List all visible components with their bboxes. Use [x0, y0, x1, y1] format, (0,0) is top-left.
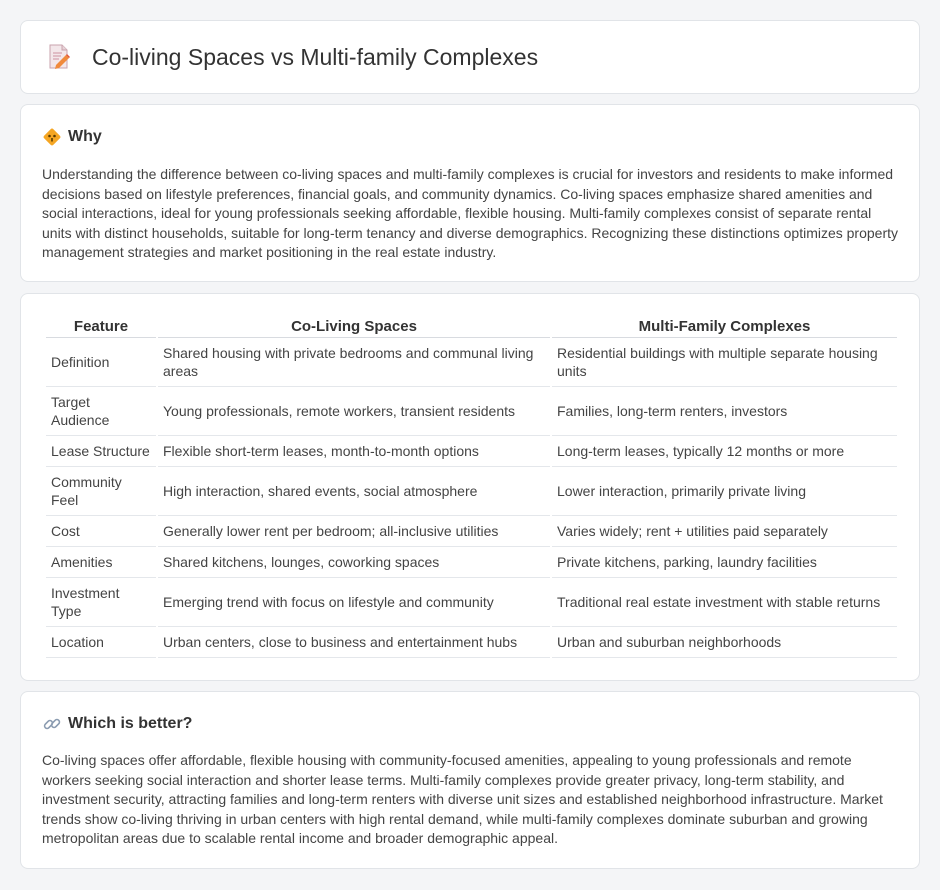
feature-cell: Definition — [46, 338, 156, 387]
table-row — [46, 387, 897, 436]
feature-cell: Cost — [46, 516, 156, 547]
table-row — [46, 338, 897, 387]
comparison-section — [20, 293, 920, 681]
multifamily-cell: Urban and suburban neighborhoods — [552, 627, 897, 658]
feature-cell: Community Feel — [46, 467, 156, 516]
table-row — [46, 467, 897, 516]
better-title: Which is better? — [68, 715, 193, 732]
document-pencil-icon — [47, 43, 71, 71]
link-icon — [42, 714, 62, 734]
table-header-row — [46, 316, 897, 338]
coliving-cell: Shared kitchens, lounges, coworking spaces — [158, 547, 550, 578]
multifamily-cell: Residential buildings with multiple separate housing units — [552, 338, 897, 387]
multifamily-cell: Families, long-term renters, investors — [552, 387, 897, 436]
multifamily-cell: Long-term leases, typically 12 months or more — [552, 436, 897, 467]
header-coliving: Co-Living Spaces — [158, 316, 550, 338]
coliving-cell: Emerging trend with focus on lifestyle and community — [158, 578, 550, 627]
feature-cell: Investment Type — [46, 578, 156, 627]
table-row — [46, 516, 897, 547]
coliving-cell: Generally lower rent per bedroom; all-inclusive utilities — [158, 516, 550, 547]
coliving-cell: Shared housing with private bedrooms and communal living areas — [158, 338, 550, 387]
table-row — [46, 627, 897, 658]
multifamily-cell: Private kitchens, parking, laundry facilities — [552, 547, 897, 578]
feature-cell: Location — [46, 627, 156, 658]
better-header — [42, 714, 192, 734]
why-header — [42, 127, 102, 147]
better-section — [20, 691, 920, 869]
table-row — [46, 436, 897, 467]
diamond-warning-icon — [42, 127, 62, 147]
table-row — [46, 578, 897, 627]
multifamily-cell: Traditional real estate investment with stable returns — [552, 578, 897, 627]
page-title: Co-living Spaces vs Multi-family Complexes — [92, 43, 539, 70]
feature-cell: Lease Structure — [46, 436, 156, 467]
why-section — [20, 104, 920, 282]
table-row — [46, 547, 897, 578]
why-body: Understanding the difference between co-living spaces and multi-family complexes is crucial for investors and residents to make informed decisions based on lifestyle preferences, financial goals, and community dynamics. Co-living spaces emphasize shared amenities and social interactions, ideal for young professionals seeking affordable, flexible housing. Multi-family complexes consist of separate rental units with distinct households, suitable for long-term tenancy and diverse demographics. Recognizing these distinctions optimizes property management strategies and market positioning in the real estate industry. — [42, 166, 899, 261]
coliving-cell: Young professionals, remote workers, transient residents — [158, 387, 550, 436]
title-row — [47, 43, 538, 71]
coliving-cell: High interaction, shared events, social atmosphere — [158, 467, 550, 516]
multifamily-cell: Varies widely; rent + utilities paid separately — [552, 516, 897, 547]
header-multifamily: Multi-Family Complexes — [552, 316, 897, 338]
why-title: Why — [68, 128, 102, 145]
coliving-cell: Urban centers, close to business and entertainment hubs — [158, 627, 550, 658]
header-feature: Feature — [46, 316, 156, 338]
coliving-cell: Flexible short-term leases, month-to-month options — [158, 436, 550, 467]
feature-cell: Target Audience — [46, 387, 156, 436]
feature-cell: Amenities — [46, 547, 156, 578]
title-card — [20, 20, 920, 94]
better-body: Co-living spaces offer affordable, flexible housing with community-focused amenities, appealing to young professionals and remote workers seeking social interaction and shorter lease terms. Multi-family complexes provide greater privacy, long-term stability, and investment security, attracting families and long-term renters with diverse unit sizes and established neighborhood infrastructure. Market trends show co-living thriving in urban centers with high rental demand, while multi-family complexes dominate suburban and growing metropolitan areas due to scalable rental income and broader demographic appeal. — [42, 752, 883, 847]
multifamily-cell: Lower interaction, primarily private living — [552, 467, 897, 516]
comparison-table — [44, 316, 899, 658]
